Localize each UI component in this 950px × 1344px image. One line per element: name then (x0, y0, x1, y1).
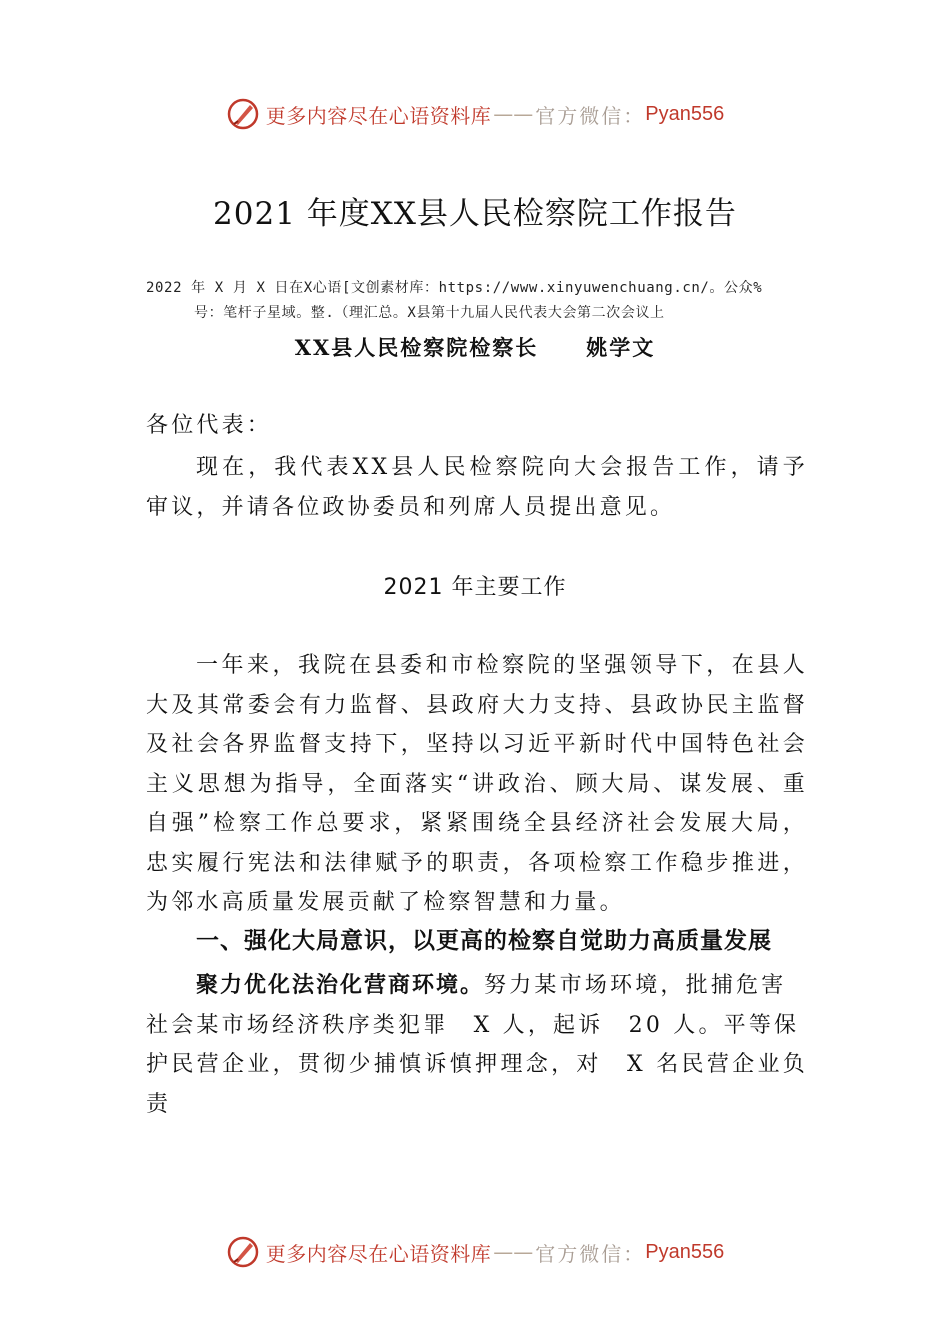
salutation: 各位代表： (146, 413, 273, 438)
banner-wechat-label: 官方微信： (535, 103, 646, 128)
quill-logo-icon (226, 97, 260, 131)
footer-banner (0, 1232, 950, 1272)
banner-text: 更多内容尽在心语资料库 (265, 103, 492, 128)
heading-1: 一、强化大局意识，以更高的检察自觉助力高质量发展 (196, 928, 772, 954)
paragraph-line-2: 社会某市场经济秩序类犯罪 X 人，起诉 20 人。平等保 (146, 1012, 800, 1038)
meta-line-1: 2022 年 X 月 X 日在X心语[文创素材库：https://www.xinyuwenchuang.cn/。公众% (146, 280, 763, 296)
quill-logo-icon (226, 1235, 260, 1269)
paragraph-line-1: 努力某市场环境，批捕危害 (484, 973, 787, 998)
banner-dash: —— (493, 1240, 534, 1264)
banner-text: 更多内容尽在心语资料库 (265, 1241, 492, 1266)
header-banner (0, 94, 950, 134)
paragraph-business-env (146, 966, 808, 1124)
author-line (0, 332, 950, 362)
author-org: XX县人民检察院检察长 (294, 335, 539, 360)
meta-line-2: 号：笔杆子星域。整.（理汇总。X县第十九届人民代表大会第二次会议上 (194, 305, 665, 321)
section-title: 2021 年主要工作 (383, 575, 567, 600)
paragraph-lead: 聚力优化法治化营商环境。 (196, 972, 485, 998)
intro-paragraph: 现在，我代表XX县人民检察院向大会报告工作，请予审议，并请各位政协委员和列席人员提出意见。 (146, 455, 808, 520)
banner-dash: —— (493, 102, 534, 126)
author-name: 姚学文 (586, 335, 656, 360)
document-title: 2021 年度XX县人民检察院工作报告 (213, 196, 737, 232)
meta-note (146, 276, 806, 326)
banner-wechat-id: Pyan556 (645, 1240, 725, 1263)
banner-wechat-label: 官方微信： (535, 1241, 646, 1266)
banner-wechat-id: Pyan556 (645, 102, 725, 125)
paragraph-line-3: 护民营企业，贯彻少捕慎诉慎押理念，对 X 名民营企业负责 (146, 1052, 808, 1117)
main-paragraph: 一年来，我院在县委和市检察院的坚强领导下，在县人大及其常委会有力监督、县政府大力支持、县政协民主监督及社会各界监督支持下，坚持以习近平新时代中国特色社会主义思想为指导，全面落实“讲政治、顾大局、谋发展、重自强”检察工作总要求，紧紧围绕全县经济社会发展大局，忠实履行宪法和法律赋予的职责，各项检察工作稳步推进，为邻水高质量发展贡献了检察智慧和力量。 (146, 653, 808, 915)
